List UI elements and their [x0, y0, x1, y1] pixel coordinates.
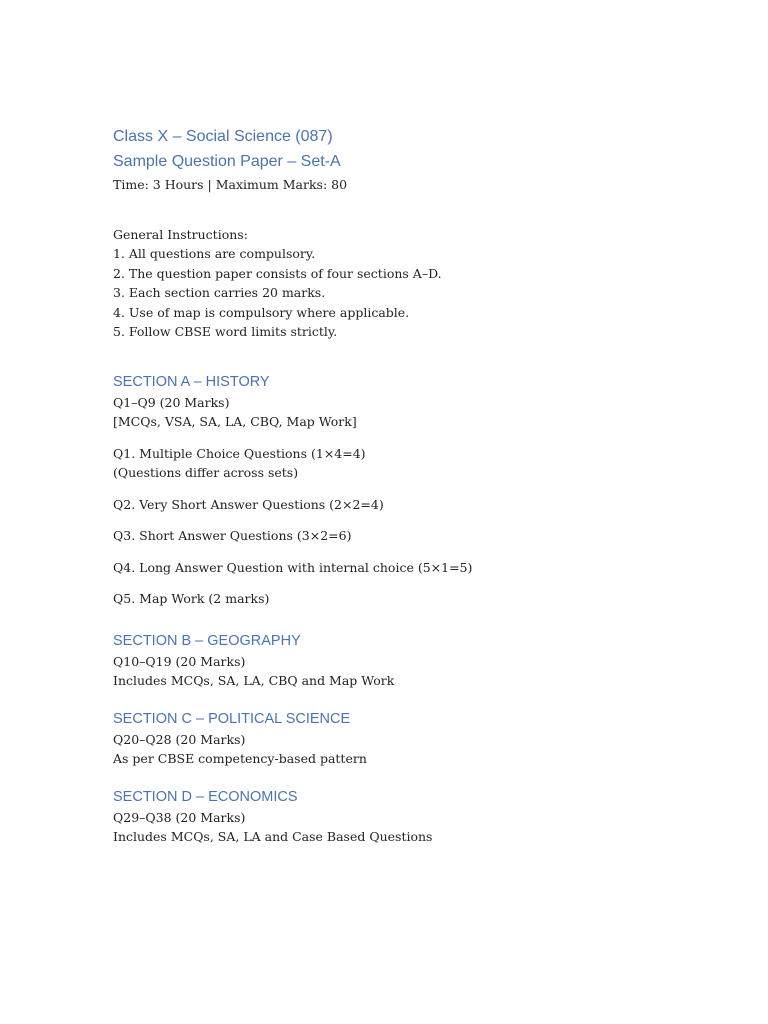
instruction-item: 5. Follow CBSE word limits strictly. [113, 324, 338, 339]
question-q5 [113, 589, 713, 609]
instruction-item: 2. The question paper consists of four sections A–D. [113, 265, 442, 281]
document-subtitle: Sample Question Paper – Set-A [113, 153, 341, 170]
document-page [113, 124, 713, 847]
section-d-heading: SECTION D – ECONOMICS [113, 788, 298, 805]
section-c-pattern: As per CBSE competency-based pattern [113, 751, 367, 766]
question-q3-title: Q3. Short Answer Questions (3×2=6) [113, 528, 352, 543]
question-q5-title: Q5. Map Work (2 marks) [113, 591, 270, 606]
section-d-summary [113, 808, 713, 847]
question-q3 [113, 526, 713, 546]
instruction-item: 3. Each section carries 20 marks. [113, 285, 326, 300]
instruction-item: 4. Use of map is compulsory where applicable. [113, 304, 410, 320]
section-c-heading: SECTION C – POLITICAL SCIENCE [113, 710, 351, 727]
question-q1-note: (Questions differ across sets) [113, 465, 299, 480]
section-a-heading: SECTION A – HISTORY [113, 373, 270, 390]
exam-meta: Time: 3 Hours | Maximum Marks: 80 [113, 177, 348, 192]
section-c-summary [113, 730, 713, 769]
section-a-range: Q1–Q9 (20 Marks) [113, 394, 230, 410]
section-b-range: Q10–Q19 (20 Marks) [113, 653, 246, 669]
question-q1 [113, 444, 713, 483]
section-c-range: Q20–Q28 (20 Marks) [113, 731, 246, 747]
section-a-types: [MCQs, VSA, SA, LA, CBQ, Map Work] [113, 414, 357, 429]
section-d-range: Q29–Q38 (20 Marks) [113, 809, 246, 825]
instruction-item: 1. All questions are compulsory. [113, 246, 316, 261]
question-q2 [113, 495, 713, 515]
section-d-types: Includes MCQs, SA, LA and Case Based Questions [113, 829, 433, 844]
section-b-summary [113, 652, 713, 691]
general-instructions [113, 225, 713, 342]
section-a-summary [113, 393, 713, 432]
section-b-types: Includes MCQs, SA, LA, CBQ and Map Work [113, 673, 395, 688]
question-q2-title: Q2. Very Short Answer Questions (2×2=4) [113, 496, 384, 512]
section-b-heading: SECTION B – GEOGRAPHY [113, 632, 301, 649]
document-title: Class X – Social Science (087) [113, 128, 333, 145]
question-q4 [113, 558, 713, 578]
question-q4-title: Q4. Long Answer Question with internal choice (5×1=5) [113, 559, 473, 575]
instructions-label: General Instructions: [113, 226, 248, 242]
question-q1-title: Q1. Multiple Choice Questions (1×4=4) [113, 445, 366, 461]
